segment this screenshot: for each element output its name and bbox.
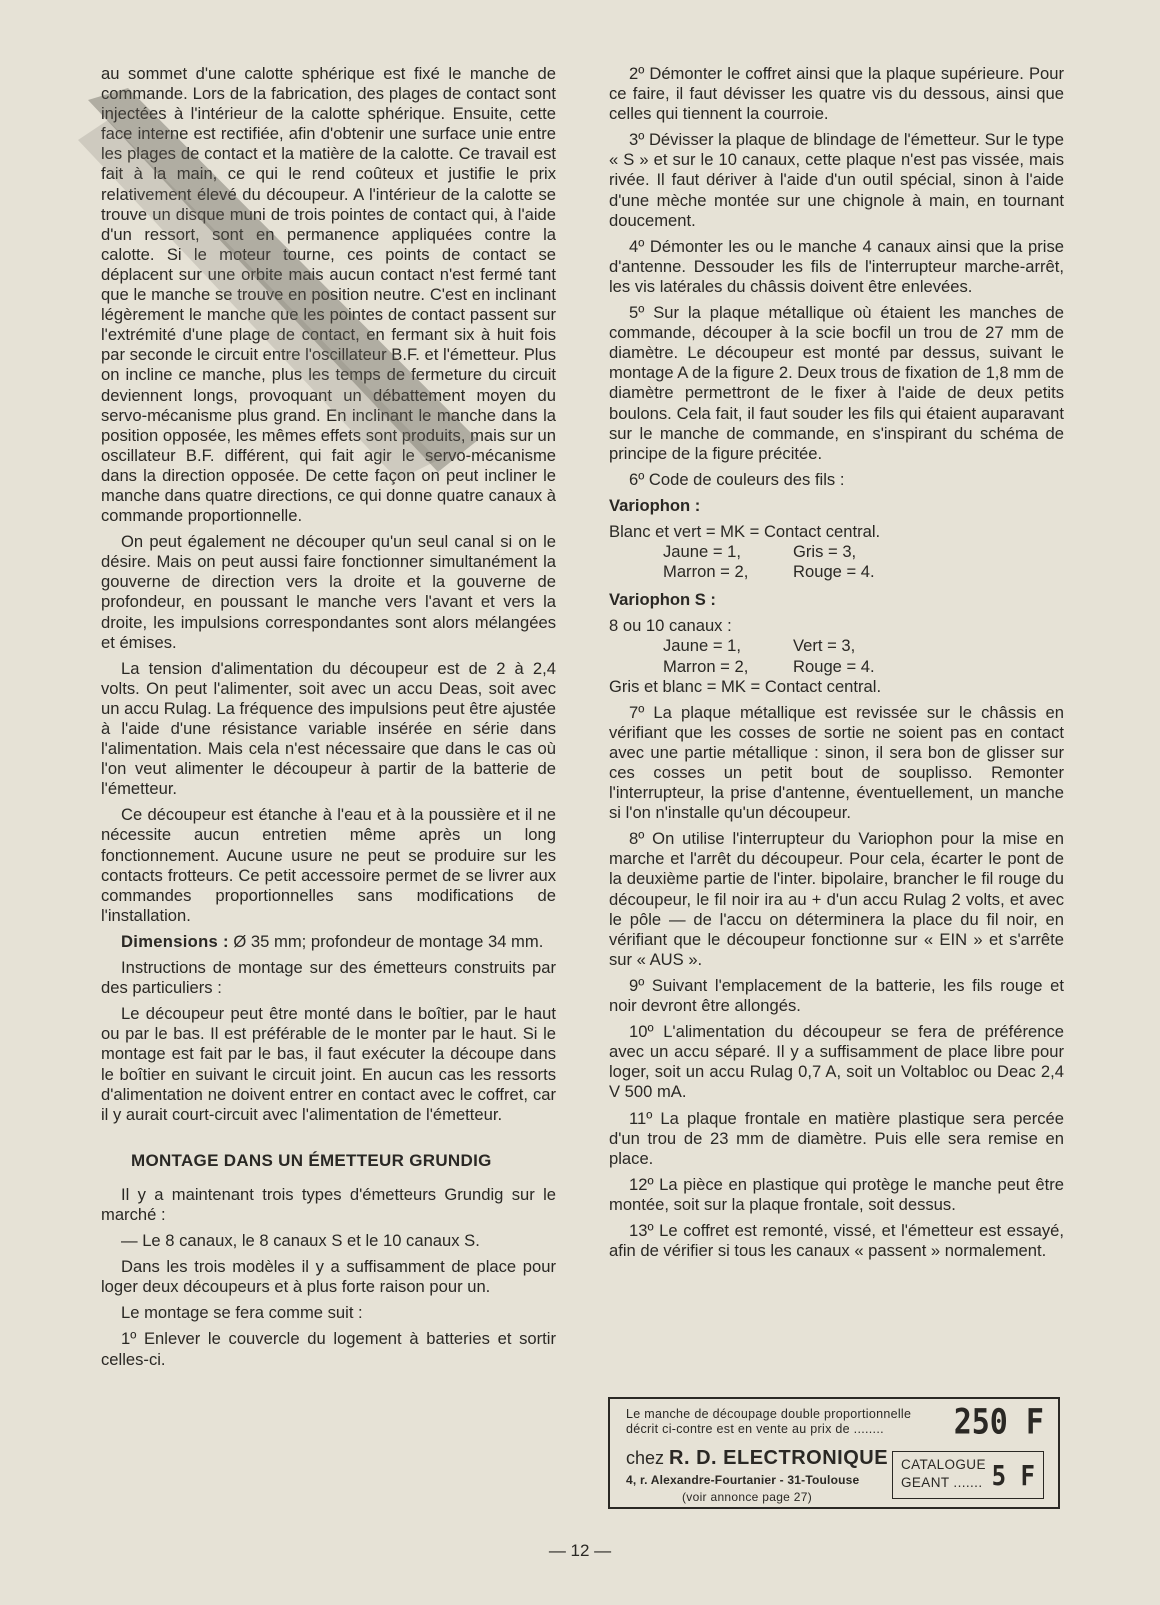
code-cell: Gris = 3, xyxy=(793,542,857,562)
variophon-s-label: Variophon S : xyxy=(609,590,716,610)
code-cell: Marron = 2, xyxy=(663,656,749,676)
code-grid xyxy=(663,636,1064,676)
section-heading: MONTAGE DANS UN ÉMETTEUR GRUNDIG xyxy=(131,1150,492,1170)
step-4: 4º Démonter les ou le manche 4 canaux ainsi que la prise d'antenne. Dessouder les fils de l'interrupteur marche-arrêt, les vis latérales du châssis doivent être enlevées. xyxy=(609,236,1064,296)
code-line: Gris et blanc = MK = Contact central. xyxy=(609,676,882,696)
catalogue-price: 5 F xyxy=(991,1459,1035,1493)
catalogue-label xyxy=(901,1456,986,1492)
ad-see-reference: (voir annonce page 27) xyxy=(682,1490,813,1504)
step-10: 10º L'alimentation du découpeur se fera de préférence avec un accu séparé. Il y a suffisamment de place libre pour loger, soit un accu Rulag 0,7 A, soit un Voltabloc ou Deac 2,4 V 500 mA. xyxy=(609,1022,1064,1102)
code-grid xyxy=(663,542,1064,582)
step-3: 3º Dévisser la plaque de blindage de l'émetteur. Sur le type « S » et sur le 10 canaux, cette plaque n'est pas vissée, mais rivée. Il faut dériver à l'aide d'un outil spécial, sinon à l'aide d'une mèche montée sur une chignole à main, en tournant doucement. xyxy=(609,130,1064,230)
step-9: 9º Suivant l'emplacement de la batterie, les fils rouge et noir devront être allongés. xyxy=(609,975,1064,1016)
ad-description xyxy=(626,1407,956,1437)
step-6: 6º Code de couleurs des fils : xyxy=(629,469,845,489)
ad-seller xyxy=(626,1447,888,1470)
step-12: 12º La pièce en plastique qui protège le manche peut être montée, soit sur la plaque frontale, soit dessus. xyxy=(609,1174,1064,1214)
code-line: 8 ou 10 canaux : xyxy=(609,616,732,636)
advertisement-box xyxy=(608,1397,1060,1509)
code-cell: Rouge = 4. xyxy=(793,562,875,582)
catalogue-line: GEANT ....... xyxy=(901,1475,983,1490)
paragraph: au sommet d'une calotte sphérique est fixé le manche de commande. Lors de la fabrication, des plages de contact sont injectées à l'intérieur de la calotte sphérique. Ensuite, cette face interne est rectifiée, afin d'obtenir une surface unie entre les plages de contact et la matière de la calotte. Ce travail est fait à la main, ce qui le rend coûteux et justifie le prix relativement élevé du découpeur. A l'intérieur de la calotte se trouve un disque muni de trois pointes de contact qui, à l'aide d'un ressort, sont en permanence appliquées contre la calotte. Si le moteur tourne, ces points de contact se déplacent sur une orbite mais aucun contact n'est fermé tant que le manche se trouve en position neutre. C'est en inclinant légèrement le manche que les pointes de contact passent sur l'extrémité d'une plage de contact, en fermant six à huit fois par seconde le circuit entre l'oscillateur B.F. et l'émetteur. Plus on incline ce manche, plus les temps de fermeture du circuit deviennent longs, provoquant un débattement moyen du servo-mécanisme plus grand. En inclinant le manche dans la position opposée, les mêmes effets sont produits, mais sur un oscillateur B.F. différent, qui fait agir le servo-mécanisme dans la direction opposée. De cette façon on peut incliner le manche dans quatre directions, ce qui donne quatre canaux à commande proportionnelle. xyxy=(101,64,556,526)
dimensions-paragraph xyxy=(101,932,556,952)
paragraph: Instructions de montage sur des émetteurs construits par des particuliers : xyxy=(101,958,556,998)
ad-description-line: Le manche de découpage double proportionnelle xyxy=(626,1407,912,1421)
paragraph: Ce découpeur est étanche à l'eau et à la poussière et il ne nécessite aucun entretien même après un long fonctionnement. Aucune usure ne peut se produire sur les contacts frotteurs. Ce petit accessoire permet de se livrer aux commandes proportionnelles sans modifications de l'installation. xyxy=(101,805,556,925)
step-5: 5º Sur la plaque métallique où étaient les manches de commande, découper à la scie bocfil un trou de 27 mm de diamètre. Le découpeur est monté par dessus, suivant le montage A de la figure 2. Deux trous de fixation de 1,8 mm de diamètre permettront de le fixer à l'aide de deux petits boulons. Cela fait, il faut souder les fils qui étaient auparavant sur le manche de commande, en s'inspirant du schéma de principe de la figure précitée. xyxy=(609,303,1064,463)
step-13: 13º Le coffret est remonté, vissé, et l'émetteur est essayé, afin de vérifier si tous les canaux « passent » normalement. xyxy=(609,1220,1064,1261)
code-cell: Vert = 3, xyxy=(793,636,856,656)
ad-address: 4, r. Alexandre-Fourtanier - 31-Toulouse xyxy=(626,1473,860,1487)
right-column xyxy=(609,64,1064,1267)
page-number: — 12 — xyxy=(548,1541,612,1560)
paragraph: 1º Enlever le couvercle du logement à batteries et sortir celles-ci. xyxy=(101,1329,556,1369)
paragraph: La tension d'alimentation du découpeur est de 2 à 2,4 volts. On peut l'alimenter, soit avec un accu Deas, soit avec un accu Rulag. La fréquence des impulsions peut être ajustée à l'aide d'une résistance variable insérée en série dans l'alimentation. Mais cela n'est nécessaire que dans le cas où l'on veut alimenter le découpeur à partir de la batterie de l'émetteur. xyxy=(101,658,556,799)
paragraph: On peut également ne découper qu'un seul canal si on le désire. Mais on peut aussi faire fonctionner simultanément la gouverne de direction vers la droite et la gouverne de profondeur, en poussant le manche vers l'avant et vers la droite, les impulsions correspondantes sont alors mélangées et émises. xyxy=(101,532,556,652)
step-2: 2º Démonter le coffret ainsi que la plaque supérieure. Pour ce faire, il faut dévisser les quatre vis du dessous, ainsi que celles qui tiennent la courroie. xyxy=(609,64,1064,124)
paragraph: Le découpeur peut être monté dans le boîtier, par le haut ou par le bas. Il est préférable de le monter par le haut. Si le montage est fait par le bas, il faut exécuter la découpe dans le boîtier en suivant le circuit joint. En aucun cas les ressorts d'alimentation ne doivent entrer en contact avec le coffret, car il y aurait court-circuit avec l'alimentation de l'émetteur. xyxy=(101,1004,556,1124)
paragraph: Il y a maintenant trois types d'émetteurs Grundig sur le marché : xyxy=(101,1184,556,1224)
paragraph: — Le 8 canaux, le 8 canaux S et le 10 canaux S. xyxy=(121,1231,480,1251)
left-column xyxy=(101,64,556,1376)
catalogue-line: CATALOGUE xyxy=(901,1457,986,1472)
ad-chez: chez xyxy=(626,1448,670,1468)
ad-company: R. D. ELECTRONIQUE xyxy=(669,1447,889,1469)
code-cell: Rouge = 4. xyxy=(793,656,875,676)
code-cell: Jaune = 1, xyxy=(663,542,741,562)
paragraph: Le montage se fera comme suit : xyxy=(121,1303,363,1323)
step-7: 7º La plaque métallique est revissée sur le châssis en vérifiant que les cosses de sortie ne soient pas en contact avec une partie métallique : sinon, il sera bon de glisser sur ces cosses un petit bout de souplisso. Remonter l'interrupteur, la prise d'antenne, éventuellement, un manche si l'on n'installe qu'un découpeur. xyxy=(609,702,1064,823)
dimensions-text: Ø 35 mm; profondeur de montage 34 mm. xyxy=(228,931,544,951)
code-cell: Jaune = 1, xyxy=(663,636,741,656)
catalogue-box xyxy=(892,1451,1044,1499)
step-8: 8º On utilise l'interrupteur du Variophon pour la mise en marche et l'arrêt du découpeur. Pour cela, écarter le pont de la deuxième partie de l'inter. bipolaire, brancher le fil rouge du découpeur, le fil noir ira au + d'un accu Rulag 2 volts, et avec le pôle — de l'accu on déterminera la place du fil noir, en vérifiant que le découpeur fonctionne sur « EIN » et s'arrête sur « AUS ». xyxy=(609,829,1064,969)
color-code-block xyxy=(609,496,1064,697)
variophon-label: Variophon : xyxy=(609,495,701,515)
step-11: 11º La plaque frontale en matière plastique sera percée d'un trou de 23 mm de diamètre. Puis elle sera remise en place. xyxy=(609,1108,1064,1168)
code-line: Blanc et vert = MK = Contact central. xyxy=(609,521,881,541)
dimensions-label: Dimensions : xyxy=(121,931,229,951)
paragraph: Dans les trois modèles il y a suffisamment de place pour loger deux découpeurs et à plus forte raison pour un. xyxy=(101,1257,556,1297)
ad-description-line: décrit ci-contre est en vente au prix de ........ xyxy=(626,1422,884,1436)
ad-price: 250 F xyxy=(953,1402,1044,1443)
code-cell: Marron = 2, xyxy=(663,562,749,582)
